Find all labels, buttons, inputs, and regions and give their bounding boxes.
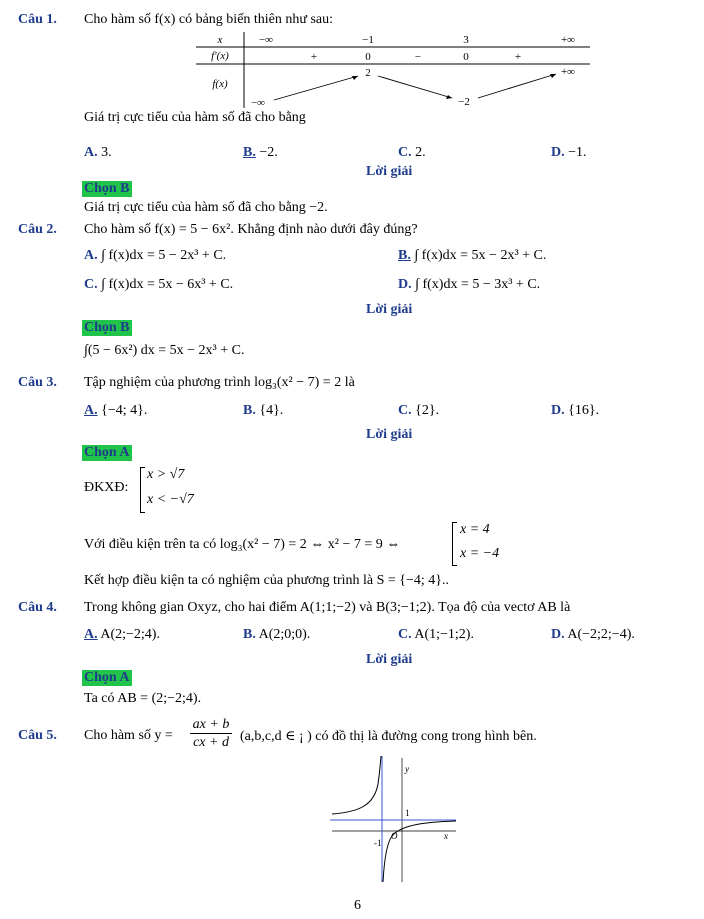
q3-dkxd-bracket xyxy=(140,467,145,513)
variation-table xyxy=(196,30,590,110)
q4-option-c[interactable]: C. A(1;−1;2). xyxy=(398,627,474,642)
table-x-pos-inf: +∞ xyxy=(560,34,576,46)
q5-frac-num: ax + b xyxy=(190,716,232,734)
q1-option-d[interactable]: D. −1. xyxy=(551,145,587,160)
q1-option-b[interactable]: B. −2. xyxy=(243,145,278,160)
table-x-label: x xyxy=(217,34,223,46)
arrow-up-1 xyxy=(274,76,358,100)
q4-answer-badge: Chọn A xyxy=(84,670,130,685)
graph-neg-one-label: -1 xyxy=(374,838,382,848)
q2-option-b[interactable]: B. ∫ f(x)dx = 5x − 2x³ + C. xyxy=(398,248,547,263)
graph-x-label: x xyxy=(444,831,448,841)
q3-line2-bracket xyxy=(452,522,457,566)
q1-text: Cho hàm số f(x) có bảng biến thiên như sau: xyxy=(84,12,334,27)
q2-answer-badge: Chọn B xyxy=(84,320,130,335)
table-f-max: 2 xyxy=(365,67,371,79)
table-sign-zero-2: 0 xyxy=(463,51,469,63)
table-x-three: 3 xyxy=(463,34,469,46)
arrow-down xyxy=(378,76,452,98)
function-graph xyxy=(328,754,458,884)
graph-one-label: 1 xyxy=(405,808,410,818)
q3-line2-1: x = 4 xyxy=(460,522,490,537)
q5-text-after: (a,b,c,d ∈ ¡ ) có đồ thị là đường cong trong hình bên. xyxy=(240,729,537,744)
q4-label: Câu 4. xyxy=(18,600,57,615)
q2-option-a[interactable]: A. ∫ f(x)dx = 5 − 2x³ + C. xyxy=(84,248,227,263)
page-number: 6 xyxy=(354,898,361,913)
q5-fraction xyxy=(190,716,232,752)
q3-option-b[interactable]: B. {4}. xyxy=(243,403,284,418)
q1-question: Giá trị cực tiểu của hàm số đã cho bằng xyxy=(84,110,306,125)
q1-solution: Giá trị cực tiểu của hàm số đã cho bằng −2. xyxy=(84,200,328,215)
q5-text-before: Cho hàm số y = xyxy=(84,728,173,743)
table-f-min: −2 xyxy=(458,96,470,108)
q4-option-d[interactable]: D. A(−2;2;−4). xyxy=(551,627,635,642)
table-f-neg-inf: −∞ xyxy=(250,97,266,109)
q2-loigiai: Lời giải xyxy=(366,302,413,317)
q2-solution: ∫(5 − 6x²) dx = 5x − 2x³ + C. xyxy=(84,343,245,358)
q1-option-a[interactable]: A. 3. xyxy=(84,145,112,160)
q3-label: Câu 3. xyxy=(18,375,57,390)
q1-option-c[interactable]: C. 2. xyxy=(398,145,426,160)
table-f-pos-inf: +∞ xyxy=(560,66,576,78)
q3-text: Tập nghiệm của phương trình log₃(x² − 7) = 2 là xyxy=(84,375,355,390)
table-sign-zero-1: 0 xyxy=(365,51,371,63)
q3-line2-text: Với điều kiện trên ta có log₃(x² − 7) = 2 ⇔ x² − 7 = 9 ⇔ xyxy=(84,537,401,552)
table-fp-label: f′(x) xyxy=(211,50,229,62)
q3-loigiai: Lời giải xyxy=(366,427,413,442)
q2-option-d[interactable]: D. ∫ f(x)dx = 5 − 3x³ + C. xyxy=(398,277,541,292)
table-sign-3: + xyxy=(514,51,522,63)
q1-answer-badge: Chọn B xyxy=(84,181,130,196)
q2-label: Câu 2. xyxy=(18,222,57,237)
q1-label: Câu 1. xyxy=(18,12,57,27)
q3-conclusion: Kết hợp điều kiện ta có nghiệm của phương trình là S = {−4; 4}.. xyxy=(84,573,450,588)
q4-option-b[interactable]: B. A(2;0;0). xyxy=(243,627,311,642)
q3-dkxd-label: ĐKXĐ: xyxy=(84,480,129,495)
q3-option-d[interactable]: D. {16}. xyxy=(551,403,600,418)
q3-dkxd-2: x < −√7 xyxy=(147,492,194,507)
q3-option-a[interactable]: A. {−4; 4}. xyxy=(84,403,148,418)
q4-text: Trong không gian Oxyz, cho hai điểm A(1;1;−2) và B(3;−1;2). Tọa độ của vectơ AB là xyxy=(84,600,571,615)
q2-option-c[interactable]: C. ∫ f(x)dx = 5x − 6x³ + C. xyxy=(84,277,234,292)
q5-frac-den: cx + d xyxy=(193,735,229,750)
table-x-neg-inf: −∞ xyxy=(258,34,274,46)
table-x-neg-one: −1 xyxy=(362,34,374,46)
graph-y-label: y xyxy=(405,764,409,774)
arrow-up-2 xyxy=(478,74,556,98)
q1-loigiai: Lời giải xyxy=(366,164,413,179)
q3-dkxd-1: x > √7 xyxy=(147,467,185,482)
table-sign-2: − xyxy=(414,51,422,63)
graph-origin-label: O xyxy=(391,831,398,841)
q3-answer-badge: Chọn A xyxy=(84,445,130,460)
q3-option-c[interactable]: C. {2}. xyxy=(398,403,440,418)
table-f-label: f(x) xyxy=(212,78,228,90)
q4-solution: Ta có AB = (2;−2;4). xyxy=(84,691,202,706)
q4-option-a[interactable]: A. A(2;−2;4). xyxy=(84,627,160,642)
q4-loigiai: Lời giải xyxy=(366,652,413,667)
q2-text: Cho hàm số f(x) = 5 − 6x². Khẳng định nào dưới đây đúng? xyxy=(84,222,418,237)
table-sign-1: + xyxy=(310,51,318,63)
q3-line2-2: x = −4 xyxy=(460,546,500,561)
q5-label: Câu 5. xyxy=(18,728,57,743)
